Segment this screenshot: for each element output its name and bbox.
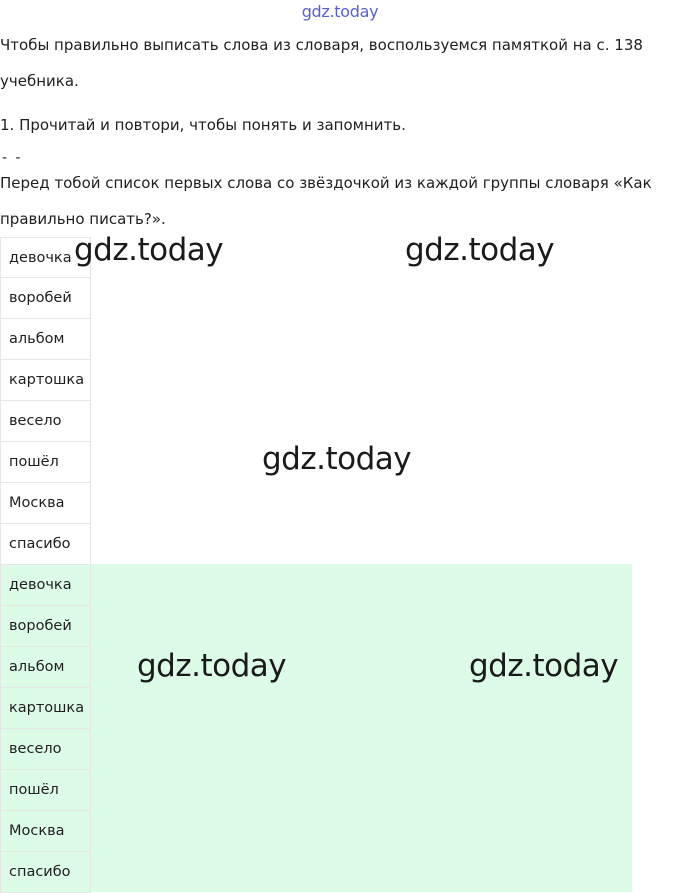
watermark: gdz.today	[74, 232, 224, 268]
word-cell: спасибо	[0, 852, 91, 893]
word-cell: весело	[0, 401, 91, 442]
list-intro-paragraph: Перед тобой список первых слова со звёздочкой из каждой группы словаря «Как правильно писать?».	[0, 174, 652, 228]
word-cell: спасибо	[0, 524, 91, 565]
word-cell: весело	[0, 729, 91, 770]
word-cell: альбом	[0, 319, 91, 360]
intro-paragraph: Чтобы правильно выписать слова из словаря, воспользуемся памяткой на с. 138 учебника.	[0, 36, 643, 90]
site-header-logo[interactable]: gdz.today	[301, 2, 379, 21]
watermark: gdz.today	[469, 648, 619, 684]
word-cell: пошёл	[0, 770, 91, 811]
word-cell: картошка	[0, 360, 91, 401]
word-cell: воробей	[0, 606, 91, 647]
word-table	[0, 237, 91, 893]
word-cell: картошка	[0, 688, 91, 729]
word-cell: воробей	[0, 278, 91, 319]
word-cell: альбом	[0, 647, 91, 688]
word-cell: Москва	[0, 811, 91, 852]
word-cell: девочка	[0, 565, 91, 606]
watermark: gdz.today	[137, 648, 287, 684]
word-cell: пошёл	[0, 442, 91, 483]
word-cell: Москва	[0, 483, 91, 524]
task-paragraph: 1. Прочитай и повтори, чтобы понять и запомнить.	[0, 116, 406, 134]
watermark: gdz.today	[262, 441, 412, 477]
highlight-region	[0, 564, 632, 892]
watermark: gdz.today	[405, 232, 555, 268]
word-cell: девочка	[0, 237, 91, 278]
dashes-divider: - -	[2, 150, 23, 166]
